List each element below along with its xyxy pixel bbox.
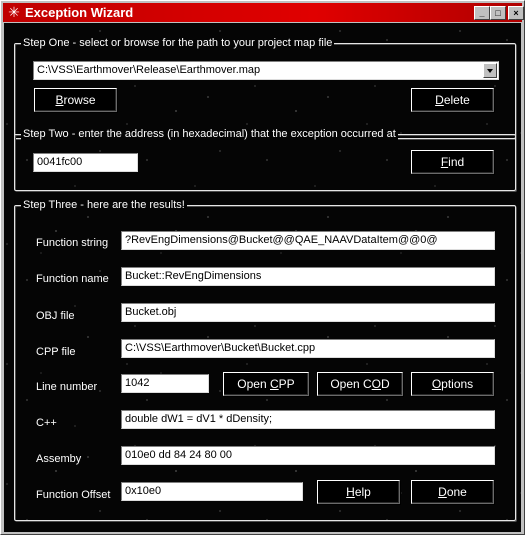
open-cod-button[interactable]: Open COD	[317, 372, 403, 396]
map-file-combo[interactable]	[33, 61, 499, 80]
cpp-code-field[interactable]: double dW1 = dV1 * dDensity;	[121, 410, 495, 429]
address-value: 0041fc00	[37, 156, 83, 168]
close-icon: ×	[513, 8, 519, 18]
chevron-down-icon[interactable]	[483, 63, 497, 78]
assembly-label: Assemby	[36, 453, 82, 465]
minimize-button[interactable]	[474, 6, 490, 20]
function-string-field[interactable]: ?RevEngDimensions@Bucket@@QAE_NAAVDataItem@@0@	[121, 231, 495, 250]
map-file-path: C:\VSS\Earthmover\Release\Earthmover.map	[37, 64, 261, 76]
step-one-group	[14, 37, 516, 139]
help-button[interactable]: Help	[317, 480, 400, 504]
function-string-label: Function string	[36, 237, 109, 249]
delete-button[interactable]: Delete	[411, 88, 494, 112]
star-burst-icon[interactable]: ✳	[8, 4, 20, 20]
cpp-file-field[interactable]: C:\VSS\Earthmover\Bucket\Bucket.cpp	[121, 339, 495, 358]
cpp-code-label: C++	[36, 417, 57, 429]
step-three-group	[14, 199, 516, 521]
close-button[interactable]	[508, 6, 524, 20]
title-bar[interactable]	[3, 3, 522, 22]
step-three-title: Step Three - here are the results!	[23, 199, 185, 211]
options-button[interactable]: Options	[411, 372, 494, 396]
assembly-field[interactable]: 010e0 dd 84 24 80 00	[121, 446, 495, 465]
function-name-field[interactable]: Bucket::RevEngDimensions	[121, 267, 495, 286]
line-number-field[interactable]: 1042	[121, 374, 209, 393]
step-two-group	[14, 128, 516, 191]
done-button[interactable]: Done	[411, 480, 494, 504]
step-two-title: Step Two - enter the address (in hexadecimal) that the exception occurred at	[23, 128, 396, 140]
address-input[interactable]	[33, 153, 138, 172]
maximize-icon: □	[495, 8, 501, 18]
function-offset-label: Function Offset	[36, 489, 111, 501]
browse-button[interactable]: Browse	[34, 88, 117, 112]
minimize-icon: _	[479, 8, 485, 18]
obj-file-label: OBJ file	[36, 310, 75, 322]
window-title: Exception Wizard	[25, 5, 134, 20]
maximize-button[interactable]	[490, 6, 506, 20]
line-number-label: Line number	[36, 381, 98, 393]
obj-file-field[interactable]: Bucket.obj	[121, 303, 495, 322]
function-offset-field[interactable]: 0x10e0	[121, 482, 303, 501]
find-button[interactable]: Find	[411, 150, 494, 174]
wizard-client-area	[4, 23, 521, 532]
open-cpp-button[interactable]: Open CPP	[223, 372, 309, 396]
step-one-title: Step One - select or browse for the path to your project map file	[23, 37, 333, 49]
function-name-label: Function name	[36, 273, 109, 285]
cpp-file-label: CPP file	[36, 346, 76, 358]
